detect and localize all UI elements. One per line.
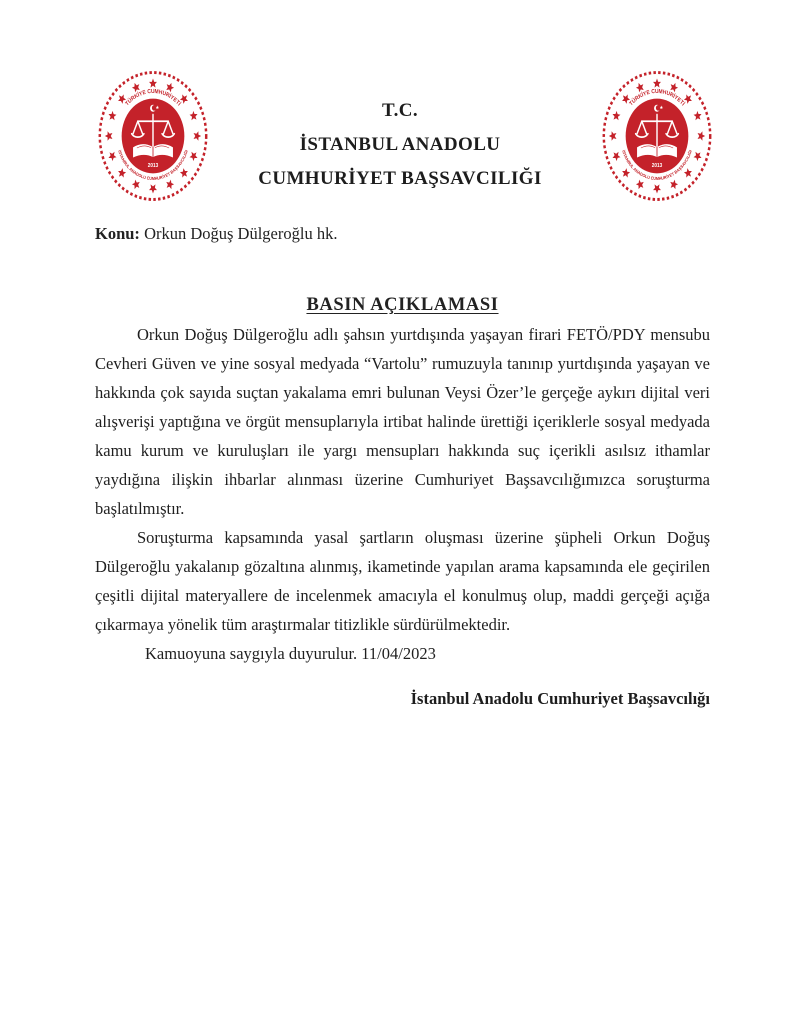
seal-bottom-arc-text: İSTANBUL ANADOLU CUMHURİYET BAŞSAVCILIĞI — [117, 149, 189, 182]
seal-year: 2013 — [651, 162, 663, 170]
document-body — [0, 220, 800, 713]
closing-line: Kamuoyuna saygıyla duyurulur. 11/04/2023 — [145, 644, 436, 663]
letterhead-title-block — [0, 94, 800, 196]
paragraph-1: Orkun Doğuş Dülgeroğlu adlı şahsın yurtdışında yaşayan firari FETÖ/PDY mensubu Cevheri Güven ve yine sosyal medyada “Vartolu” rumuzuyla tanınıp yurtdışında yaşayan ve hakkında çok sayıda suçtan yakalama emri bulunan Veysi Özer’le gerçeğe aykırı dijital veri alışverişi yaptığına ve örgüt mensuplarıyla irtibat halinde ürettiği içeriklerle sosyal medyada kamu kurum ve kuruluşları ile yargı mensupları hakkında suç içerikli asılsız ithamlar yaydığına ilişkin ihbarlar alınması üzerine Cumhuriyet Başsavcılığımızca soruşturma başlatılmıştır. — [95, 325, 710, 518]
paragraph-2: Soruşturma kapsamında yasal şartların oluşması üzerine şüpheli Orkun Doğuş Dülgeroğlu yakalanıp gözaltına alınmış, ikametinde yapılan arama kapsamında ele geçirilen çeşitli dijital materyallere de incelenmek amacıyla el konulmuş olup, maddi gerçeği açığa çıkarmaya yönelik tüm araştırmalar titizlikle sürdürülmektedir. — [95, 528, 710, 634]
subject-line — [95, 220, 710, 248]
seal-top-arc-text: TÜRKİYE CUMHURİYETİ — [628, 88, 686, 108]
subject-label: Konu: — [95, 224, 140, 243]
letterhead-header — [0, 0, 800, 212]
seal-top-arc-text: TÜRKİYE CUMHURİYETİ — [124, 88, 182, 108]
subject-value: Orkun Doğuş Dülgeroğlu hk. — [144, 224, 338, 243]
seal-bottom-arc-text: İSTANBUL ANADOLU CUMHURİYET BAŞSAVCILIĞI — [621, 149, 693, 182]
signature-line: İstanbul Anadolu Cumhuriyet Başsavcılığı — [410, 689, 710, 708]
letterhead-line-office: CUMHURİYET BAŞSAVCILIĞI — [258, 168, 542, 189]
seal-year: 2013 — [147, 162, 159, 170]
letterhead-line-tc: T.C. — [381, 100, 419, 121]
press-release-title: BASIN AÇIKLAMASI — [306, 295, 499, 315]
letterhead-line-city: İSTANBUL ANADOLU — [299, 134, 501, 155]
